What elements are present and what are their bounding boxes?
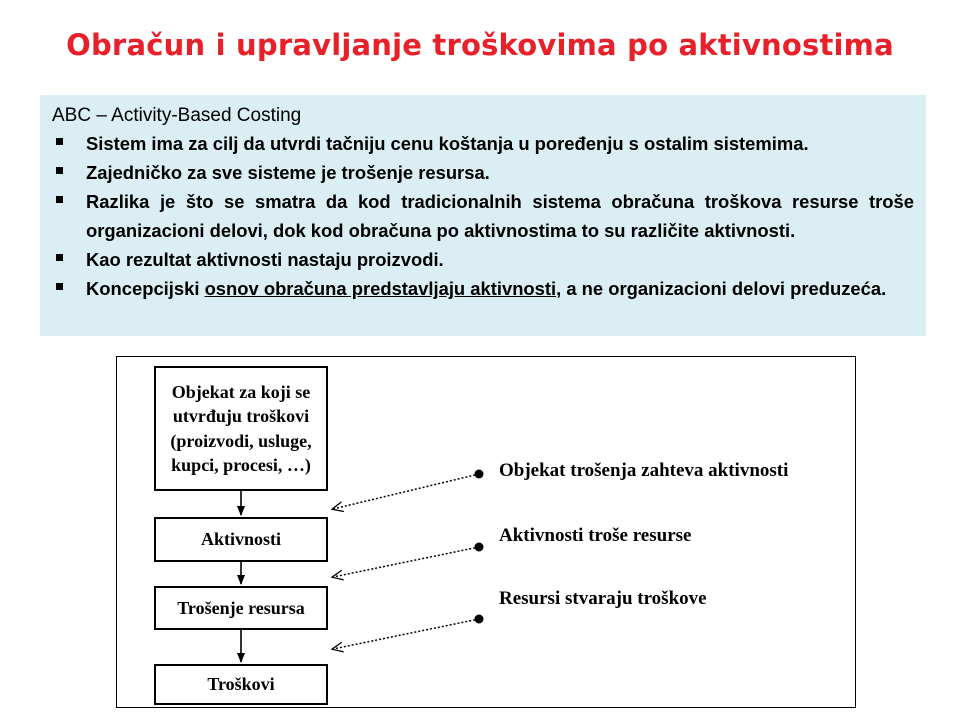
bullet-text-underlined: osnov obračuna predstavljaju aktivnosti (204, 278, 557, 299)
label-activities-consume: Aktivnosti troše resurse (499, 525, 692, 546)
abc-flow-diagram (116, 356, 856, 708)
box-resource-use: Trošenje resursa (154, 586, 328, 630)
bullet-item (52, 274, 914, 303)
abc-heading: ABC – Activity-Based Costing (52, 105, 302, 126)
dotted-arrow-object-demands (333, 474, 479, 509)
bullet-text: Zajedničko za sve sisteme je trošenje resursa. (86, 162, 490, 183)
bullet-text-after: , a ne organizacioni delovi preduzeća. (556, 278, 887, 299)
dotted-arrow-activities-consume (333, 547, 479, 577)
box-cost-object: Objekat za koji se utvrđuju troškovi (proizvodi, usluge, kupci, procesi, …) (154, 366, 328, 491)
bullet-item (52, 129, 914, 158)
label-object-demands: Objekat trošenja zahteva aktivnosti (499, 460, 789, 481)
box-costs: Troškovi (154, 664, 328, 705)
bullet-text: Razlika je što se smatra da kod tradicionalnih sistema obračuna troškova resurse troše organizacioni delovi, dok kod obračuna po aktivnostima to su različite aktivnosti. (86, 191, 914, 241)
square-bullet-icon (56, 196, 63, 203)
square-bullet-icon (56, 167, 63, 174)
label-resources-create: Resursi stvaraju troškove (499, 588, 707, 609)
bullet-text: Sistem ima za cilj da utvrdi tačniju cenu koštanja u poređenju s ostalim sistemima. (86, 133, 809, 154)
slide-title: Obračun i upravljanje troškovima po aktivnostima (66, 28, 894, 62)
abc-info-box (40, 95, 926, 336)
bullet-text: Kao rezultat aktivnosti nastaju proizvodi. (86, 249, 444, 270)
box-activities: Aktivnosti (154, 517, 328, 562)
bullet-item (52, 187, 914, 245)
bullet-item (52, 158, 914, 187)
square-bullet-icon (56, 254, 63, 261)
dotted-arrow-resources-create (333, 619, 479, 649)
square-bullet-icon (56, 138, 63, 145)
bullet-text-before: Koncepcijski (86, 278, 205, 299)
abc-bullet-list (52, 129, 914, 303)
bullet-item (52, 245, 914, 274)
square-bullet-icon (56, 283, 63, 290)
